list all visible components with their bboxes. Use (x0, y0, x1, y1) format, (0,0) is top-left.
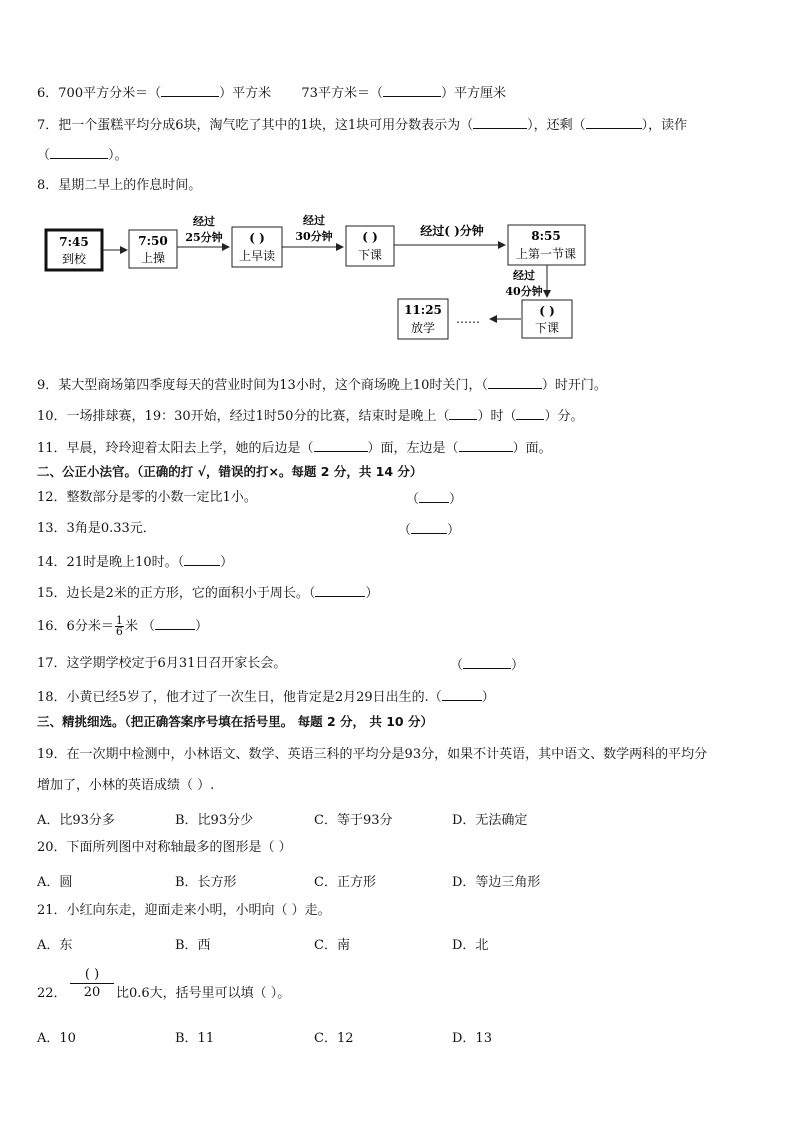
q22-fraction (70, 966, 114, 1001)
q9-text-a: 9．某大型商场第四季度每天的营业时间为13小时，这个商场晚上10时关门，（ (37, 378, 488, 393)
q7-blank-1[interactable] (473, 116, 527, 129)
q6-part-d: ）平方厘米 (440, 86, 506, 101)
flow-box-first-class-time: 8:55 (531, 229, 561, 243)
flow-box-morning-reading-time: ( ) (249, 231, 265, 245)
flow-arrow-5-top: 经过 (513, 269, 535, 282)
q19-option-d[interactable]: D．无法确定 (452, 813, 528, 828)
q7-text-mid1: ），还剩（ (527, 118, 586, 133)
question-19-line-1: 19．在一次期中检测中，小林语文、数学、英语三科的平均分是93分，如果不计英语，其中语文、数学两科的平均分 (37, 747, 708, 762)
q7-text-1: 7．把一个蛋糕平均分成6块，淘气吃了其中的1块，这1块可用分数表示为（ (37, 118, 474, 133)
q9-blank[interactable] (488, 376, 542, 389)
q22-option-d[interactable]: D．13 (452, 1031, 492, 1046)
flow-ellipsis: …… (456, 312, 480, 326)
flow-box-exercise (129, 230, 177, 268)
q11-text-a: 11．早晨，玲玲迎着太阳去上学，她的后边是（ (37, 441, 314, 456)
q12-text: 12．整数部分是零的小数一定比1小。 (37, 490, 257, 505)
flow-arrow-2-bottom: 25分钟 (185, 231, 223, 244)
q20-option-d[interactable]: D．等边三角形 (452, 875, 541, 890)
question-11 (37, 439, 552, 457)
q10-text-c: ）分。 (544, 409, 584, 424)
q17-blank[interactable] (463, 656, 511, 669)
q10-blank-1[interactable] (449, 407, 477, 420)
q22-option-a[interactable]: A．10 (37, 1031, 76, 1046)
q6-part-c: 73平方米＝（ (301, 86, 383, 101)
flow-box-morning-reading (232, 227, 282, 267)
q19-option-a[interactable]: A．比93分多 (37, 813, 115, 828)
q19-option-c[interactable]: C．等于93分 (314, 813, 393, 828)
question-10 (37, 407, 583, 425)
q11-blank-2[interactable] (459, 439, 513, 452)
flow-box-break-2 (522, 300, 572, 338)
q16-text-a: 16．6分米＝ (37, 619, 114, 634)
q17-answer: （ ） (450, 658, 525, 673)
q11-text-c: ）面。 (512, 441, 552, 456)
flow-arrow-5-bottom: 40分钟 (505, 285, 543, 298)
flow-box-arrival (46, 230, 102, 270)
q6-part-b: ）平方米 (219, 86, 272, 101)
q15-text: 15．边长是2米的正方形，它的面积小于周长。（ (37, 586, 316, 601)
q22-number: 22． (37, 986, 67, 1001)
q11-text-b: ）面，左边是（ (367, 441, 459, 456)
question-8: 8．星期二早上的作息时间。 (37, 178, 202, 193)
flow-box-arrival-time: 7:45 (59, 235, 89, 249)
q12-answer: （ ） (406, 492, 463, 507)
flow-box-exercise-time: 7:50 (138, 234, 168, 248)
q21-option-c[interactable]: C．南 (314, 938, 350, 953)
flow-box-arrival-label: 到校 (61, 252, 87, 266)
question-9 (37, 376, 607, 394)
q14-text: 14．21时是晚上10时。（ (37, 555, 185, 570)
q6-blank-1[interactable] (161, 84, 219, 97)
flow-box-first-class (508, 225, 585, 265)
flow-arrow-2-top: 经过 (193, 215, 215, 228)
q10-text-a: 10．一场排球赛，19：30开始，经过1时50分的比赛，结束时是晚上（ (37, 409, 450, 424)
question-16: 16．6分米＝ $\frac{1}{6}$ 米 （ ） (37, 614, 208, 638)
q13-blank[interactable] (411, 521, 447, 534)
q16-fraction-numerator: 1 (115, 614, 123, 627)
q16-fraction-denominator: 6 (115, 625, 123, 638)
q9-text-b: ）时开门。 (541, 378, 607, 393)
flow-box-first-class-label: 上第一节课 (515, 247, 577, 261)
question-17 (37, 656, 286, 672)
q16-fraction (115, 616, 124, 637)
q13-answer: （ ） (398, 523, 461, 538)
q7-blank-3[interactable] (50, 146, 108, 159)
schedule-flow-diagram (0, 200, 794, 360)
flow-box-dismissal (398, 299, 448, 339)
q16-text-b: 米 （ (124, 619, 155, 634)
q10-text-b: ）时（ (477, 409, 517, 424)
q6-number: 6． (37, 86, 59, 101)
q22-text: 比0.6大，括号里可以填（ ）。 (116, 986, 291, 1001)
flow-box-break-1 (346, 226, 394, 266)
section-3-title: 三、精挑细选。（把正确答案序号填在括号里。 每题 2 分， 共 10 分） (37, 714, 433, 729)
flow-arrow-3-bottom: 30分钟 (295, 230, 333, 243)
q20-option-a[interactable]: A．圆 (37, 875, 73, 890)
q22-fraction-numerator[interactable]: ( ) (70, 966, 114, 984)
q12-blank[interactable] (419, 490, 449, 503)
question-7-line-2 (37, 146, 128, 164)
q21-option-a[interactable]: A．东 (37, 938, 73, 953)
flow-box-break-2-time: ( ) (539, 304, 555, 318)
question-13 (37, 521, 156, 537)
flow-arrow-4-label: 经过( )分钟 (420, 224, 484, 238)
q18-blank[interactable] (442, 688, 482, 701)
q6-blank-2[interactable] (383, 84, 441, 97)
q17-text: 17．这学期学校定于6月31日召开家长会。 (37, 656, 287, 671)
flow-box-morning-reading-label: 上早读 (238, 249, 276, 263)
flow-box-break-1-label: 下课 (357, 248, 383, 262)
q7-text-2b: ）。 (108, 148, 128, 163)
q16-blank[interactable] (155, 617, 195, 630)
question-12 (37, 490, 257, 506)
flow-box-exercise-label: 上操 (140, 251, 166, 265)
q20-option-c[interactable]: C．正方形 (314, 875, 376, 890)
flow-box-break-1-time: ( ) (362, 230, 378, 244)
flow-box-dismissal-time: 11:25 (404, 303, 442, 317)
q13-text: 13．3角是0.33元． (37, 521, 156, 536)
question-7-line-1 (37, 116, 687, 134)
q18-text: 18．小黄已经5岁了，他才过了一次生日，他肯定是2月29日出生的.（ (37, 690, 442, 705)
q22-option-b[interactable]: B．11 (175, 1031, 215, 1046)
flow-arrow-3-top: 经过 (303, 214, 325, 227)
q7-text-2a: （ (37, 148, 51, 163)
flow-box-break-2-label: 下课 (534, 321, 560, 335)
q10-blank-2[interactable] (516, 407, 544, 420)
q20-option-b[interactable]: B．长方形 (175, 875, 237, 890)
question-20: 20．下面所列图中对称轴最多的图形是（ ） (37, 840, 292, 855)
question-19-line-2: 增加了，小林的英语成绩（ ）. (37, 778, 215, 793)
q19-option-b[interactable]: B．比93分少 (175, 813, 254, 828)
q7-blank-2[interactable] (586, 116, 642, 129)
q21-option-d[interactable]: D．北 (452, 938, 489, 953)
flow-box-dismissal-label: 放学 (410, 321, 436, 335)
section-2-title: 二、公正小法官。（正确的打 √，错误的打×。每题 2 分，共 14 分） (37, 464, 423, 479)
question-18: 18．小黄已经5岁了，他才过了一次生日，他肯定是2月29日出生的.（ ） (37, 690, 495, 705)
q14-blank[interactable] (184, 553, 220, 566)
q22-fraction-denominator: 20 (83, 985, 101, 1000)
q11-blank-1[interactable] (314, 439, 368, 452)
question-21: 21．小红向东走，迎面走来小明，小明向（ ）走。 (37, 903, 331, 918)
q21-option-b[interactable]: B．西 (175, 938, 211, 953)
question-6 (37, 84, 506, 102)
question-14: 14．21时是晚上10时。（ ） (37, 555, 234, 570)
q6-part-a: 700平方分米＝（ (58, 86, 162, 101)
q15-blank[interactable] (315, 584, 365, 597)
q7-text-mid2: ），读作 (641, 118, 688, 133)
question-15: 15．边长是2米的正方形，它的面积小于周长。（ ） (37, 586, 379, 601)
q22-option-c[interactable]: C．12 (314, 1031, 354, 1046)
